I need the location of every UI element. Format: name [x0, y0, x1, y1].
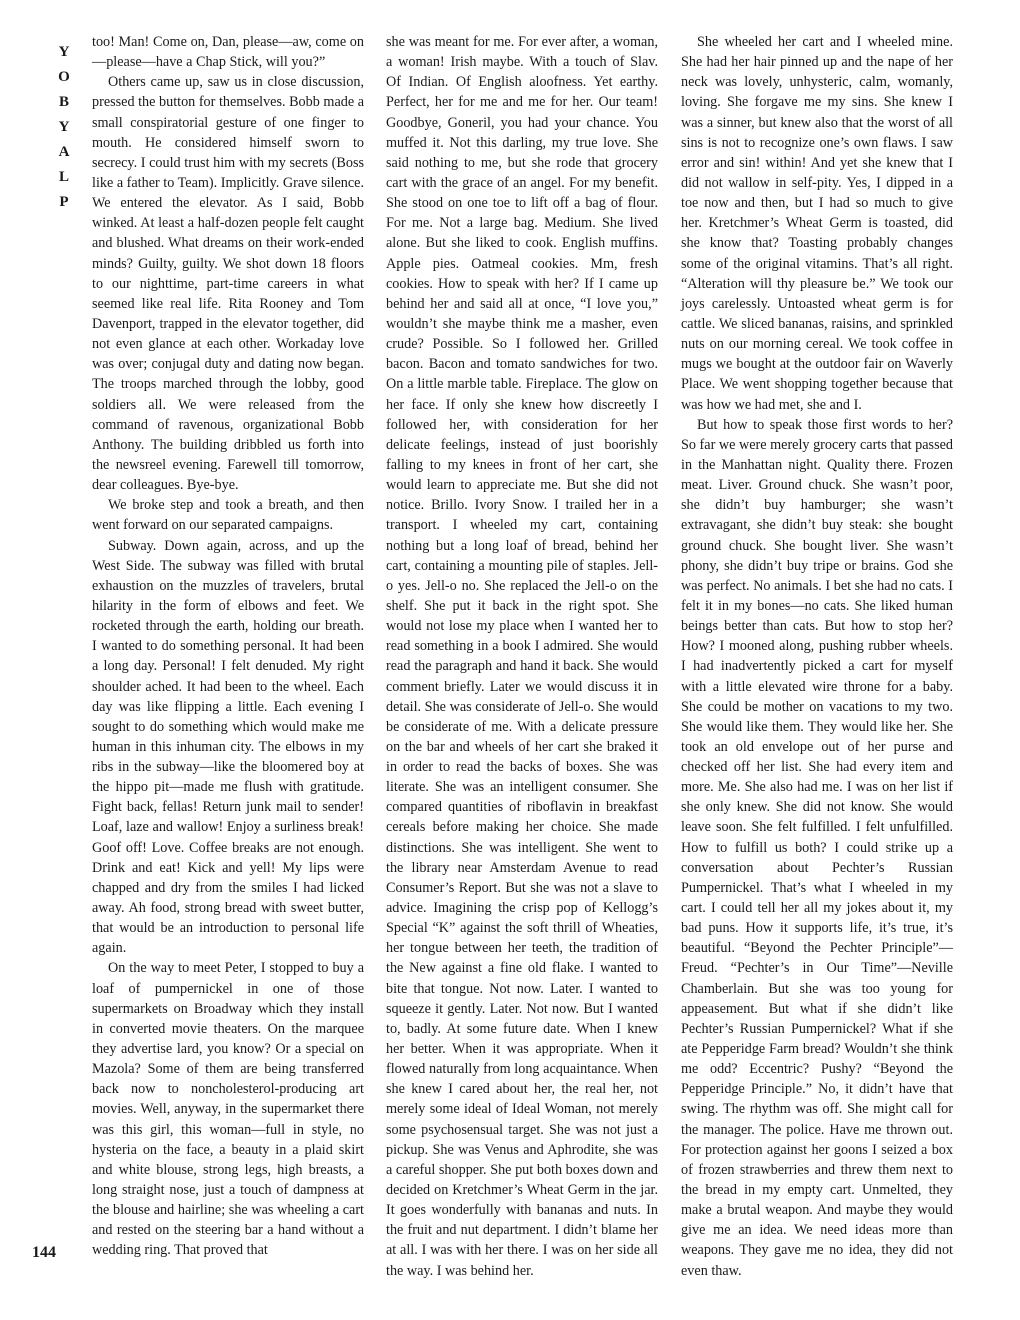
paragraph: Subway. Down again, across, and up the West Side. The subway was filled with brutal exhaustion on the muzzles of travelers, brutal hilarity in the form of elbows and feet. We rocketed through the earth, holding our breath. I wanted to do something personal. It had been a long day. Personal! I felt denuded. My right shoulder ached. It had been to the wheel. Each day was like flipping a little. Each evening I sought to do something which would make me human in this inhuman city. The elbows in my ribs in the subway—like the bloomered boy at the hippo pit—made me flush with gratitude. Fight back, fellas! Return junk mail to sender! Loaf, laze and wallow! Enjoy a surliness break! Goof off! Love. Coffee breaks are not enough. Drink and eat! Kick and yell! My lips were chapped and dry from the smiles I had licked away. Ah food, strong bread with sweet butter, that would be an introduction to personal life again. [92, 537, 364, 957]
magazine-name-letter: O [58, 69, 70, 85]
text-column-3 [681, 32, 953, 1281]
text-column-2 [386, 32, 658, 1281]
paragraph: Others came up, saw us in close discussion, pressed the button for themselves. Bobb made a small conspiratorial gesture of one finger to mouth. He considered himself sworn to secrecy. I could trust him with my secrets (Boss like a father to Team). Implicitly. Grave silence. We entered the elevator. As I said, Bobb winked. At least a half-dozen people felt caught and blushed. What dreams on their work-ended minds? Guilty, guilty. We shot down 18 floors to our nighttime, part-time careers in what seemed like real life. Rita Rooney and Tom Davenport, trapped in the elevator together, did not even glance at each other. Workaday love was over; conjugal duty and dating now began. The troops marched through the lobby, good soldiers all. We were released from the command of ravenous, organizational Bobb Anthony. The building dribbled us forth into the newsreel evening. Farewell till tomorrow, dear colleagues. Bye-bye. [92, 74, 365, 494]
paragraph: But how to speak those first words to her? So far we were merely grocery carts that passed in the Manhattan night. Quality there. Frozen meat. Liver. Ground chuck. She wasn’t poor, she didn’t buy hamburger; she wasn’t extravagant, she didn’t buy steak: she bought ground chuck. She bought liver. She wasn’t phony, she didn’t buy tripe or brains. God she was perfect. No animals. I bet she had no cats. I felt it in my bones—no cats. She liked human beings better than cats. But how to stop her? How? I mooned along, pushing rubber wheels. I had inadvertently picked a cart for myself with a little elevated wire throne for a baby. She could be mother on vacations to my two. She would like them. They would like her. She took an old envelope out of her purse and checked off her list. She had every item and more. Me. She also had me. I was on her list if she only knew. She did not know. She would leave soon. She felt fulfilled. I felt unfulfilled. How to fulfill us both? I could strike up a conversation about Pechter’s Russian Pumpernickel. That’s what I wheeled in my cart. I could tell her all my jokes about it, my bad puns. How it supports life, it’s true, it’s beautiful. “Beyond the Pechter Principle”—Freud. “Pechter’s in Our Time”—Neville Chamberlain. But she was too young for appeasement. But what if she didn’t like Pechter’s Russian Pumpernickel? What if she ate Pepperidge Farm bread? Wouldn’t she think me odd? Eccentric? Pushy? “Beyond the Pepperidge Principle.” No, it didn’t have that swing. The rhythm was off. She might call for the manager. The police. Have me thrown out. For protection against her goons I seized a box of frozen strawberries and threw them next to the bread in my empty cart. Unmelted, they make a brutal weapon. And maybe they would give me an idea. We need ideas more than weapons. They gave me no idea, they did not even thaw. [681, 416, 953, 1279]
magazine-name-letter: P [59, 194, 69, 210]
magazine-name-letter: Y [58, 119, 70, 135]
paragraph: she was meant for me. For ever after, a woman, a woman! Irish maybe. With a touch of Slav. Of Indian. Of English aloofness. Yet earthy. Perfect, her for me and me for her. Our team! Goodbye, Goneril, you had your chance. You muffed it. Not this darling, my true love. She said nothing to me, but she rode that grocery cart with the grace of an angel. For my benefit. She stood on one toe to lift off a bag of flour. For me. Not a large bag. Medium. She lived alone. But she liked to cook. English muffins. Apple pies. Oatmeal cookies. Mm, fresh cookies. How to speak with her? If I came up behind her and said all at once, “I love you,” wouldn’t she maybe think me a masher, even crude? Possible. So I followed her. Grilled bacon. Bacon and tomato sandwiches for two. On a little marble table. Fireplace. The glow on her face. If only she knew how discreetly I followed her, with consideration for her delicate feelings, instead of just boorishly falling to my knees in front of her cart, she would learn to appreciate me. But she did not notice. Brillo. Ivory Snow. I trailed her in a transport. I wheeled my cart, containing nothing but a long loaf of bread, behind her cart, containing a mounting pile of staples. Jell-o yes. Jell-o no. She replaced the Jell-o on the shelf. She put it back in the right spot. She would not lose my place when I wanted her to read something in a book I admired. She would read the paragraph and hand it back. She would comment briefly. Later we would discuss it in detail. She was considerate of Jell-o. She would be considerate of me. With a delicate pressure on the bar and wheels of her cart she braked it in order to read the backs of boxes. She was literate. She was an intelligent consumer. She compared quantities of riboflavin in breakfast cereals before making her choice. She made distinctions. She was intelligent. She went to the library near Amsterdam Avenue to read Consumer’s Report. But she was not a slave to advice. Imagining the crisp pop of Kellogg’s Special “K” against the soft thrill of Wheaties, her tongue between her teeth, the tradition of the New against a fine old flake. I wanted to bite that tongue. Not now. Later. I wanted to squeeze it gently. Later. Not now. But I wanted to, badly. At some future date. When I knew her better. When it was appropriate. When it flowed naturally from long acquaintance. When she knew I cared about her, the real her, not merely some ideal of Ideal Woman, not merely some psychosensual target. She was not just a pickup. She was Venus and Aphrodite, she was a careful shopper. She put both boxes down and decided on Kretchmer’s Wheat Germ in the jar. It goes wonderfully with bananas and nuts. In the fruit and nut department. I didn’t blame her at all. I was with her there. I was on her side all the way. I was behind her. [386, 34, 658, 1279]
paragraph: On the way to meet Peter, I stopped to buy a loaf of pumpernickel in one of those supermarkets on Broadway which they install in converted movie theaters. On the marquee they advertise lard, you know? Or a special on Mazola? Some of them are being transferred back now to noncholesterol-producing art movies. Well, anyway, in the supermarket there was this girl, this woman—full in style, no hysteria on the face, a beauty in a plaid skirt and white blouse, strong legs, high breasts, a long straight nose, just a touch of dampness at the blouse and hairline; she was wheeling a cart and rested on the steering bar a hand without a wedding ring. That proved that [92, 960, 364, 1259]
magazine-name-vertical [56, 40, 72, 215]
paragraph: We broke step and took a breath, and then went forward on our separated campaigns. [92, 497, 364, 534]
magazine-name-letter: Y [58, 44, 70, 60]
paragraph: She wheeled her cart and I wheeled mine. She had her hair pinned up and the nape of her neck was lovely, unhysteric, calm, womanly, loving. She forgave me my sins. She knew I was a sinner, but knew also that the worst of all sins is not to recognize one’s own flaws. I saw error and sin! within! And yet she knew that I did not wallow in self-pity. Yes, I dipped in a toe now and then, but I had so much to give her. Kretchmer’s Wheat Germ is toasted, did she know that? Toasting probably changes some of the original vitamins. That’s all right. “Alteration will thy pleasure be.” We took our joys carelessly. Untoasted wheat germ is for cattle. We sliced bananas, raisins, and sprinkled nuts on our morning cereal. We took coffee in mugs we bought at the outdoor fair on Waverly Place. We went shopping together because that was how we had met, she and I. [681, 34, 953, 413]
magazine-name-letter: B [58, 94, 69, 110]
magazine-name-letter: L [58, 169, 69, 185]
paragraph: too! Man! Come on, Dan, please—aw, come on—please—have a Chap Stick, will you?” [92, 34, 364, 71]
text-column-1 [92, 32, 364, 1261]
page-number: 144 [32, 1244, 56, 1261]
magazine-name-letter: A [58, 144, 70, 160]
